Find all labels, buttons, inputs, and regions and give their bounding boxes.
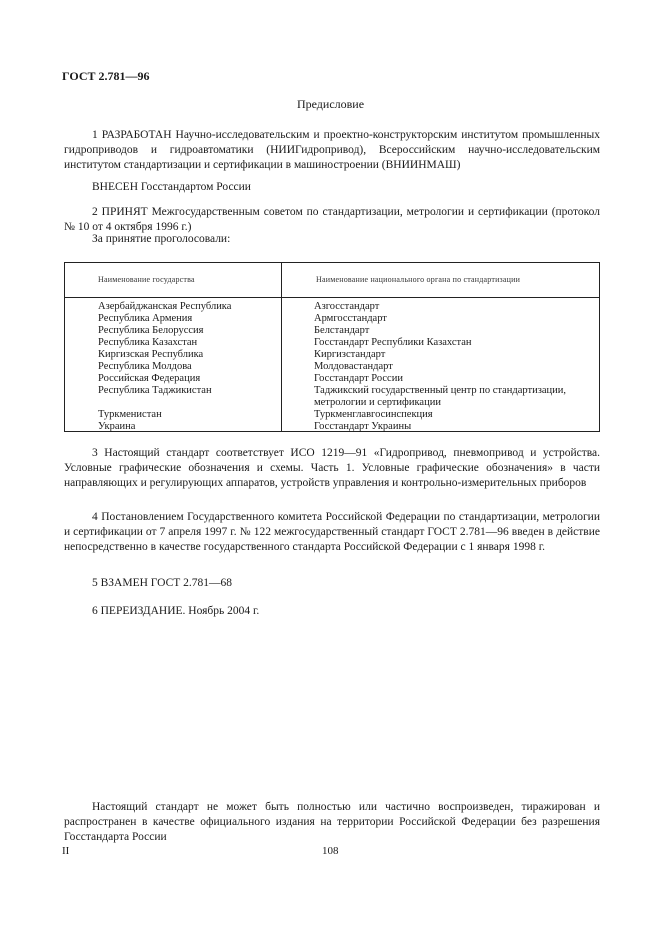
preface-item-5 — [64, 576, 600, 591]
page-number: 108 — [322, 845, 339, 857]
table-cell-state: Республика Казахстан — [98, 337, 198, 348]
preface-item-3 — [64, 446, 600, 491]
table-cell-body: Госстандарт Республики Казахстан — [314, 337, 472, 348]
voted-label-block — [64, 232, 600, 247]
standard-code: ГОСТ 2.781—96 — [62, 69, 150, 83]
table-cell-body: Молдовастандарт — [314, 361, 393, 372]
table-header-state: Наименование государства — [98, 275, 195, 284]
page-roman-numeral: II — [62, 845, 70, 857]
preface-item-4-text: 4 Постановлением Государственного комитета Российской Федерации по стандартизации, метрологии и сертификации от 7 апреля 1997 г. № 122 межгосударственный стандарт ГОСТ 2.781—96 введен в действие непосредственно в качестве государственного стандарта Российской Федерации с 1 января 1998 г. — [64, 511, 600, 553]
table-cell-state: Республика Армения — [98, 313, 193, 324]
preface-introduced — [64, 180, 600, 195]
table-header-body: Наименование национального органа по стандартизации — [316, 275, 521, 284]
preface-item-6 — [64, 604, 600, 619]
table-cell-body: Армгосстандарт — [314, 313, 387, 324]
preface-item-1-text: 1 РАЗРАБОТАН Научно-исследовательским и проектно-конструкторским институтом промышленных гидроприводов и гидроавтоматики (НИИГидропривод), Всероссийским научно-исследовательским институтом стандартизации и сертификации в машиностроении (ВНИИНМАШ) — [64, 129, 600, 171]
table-column-divider — [281, 263, 282, 431]
preface-introduced-text: ВНЕСЕН Госстандартом России — [92, 181, 251, 193]
table-cell-body: Госстандарт Украины — [314, 421, 412, 432]
table-cell-state: Российская Федерация — [98, 373, 201, 384]
table-cell-body: Киргизстандарт — [314, 349, 386, 360]
voting-table — [64, 262, 600, 432]
copyright-notice-text: Настоящий стандарт не может быть полностью или частично воспроизведен, тиражирован и распространен в качестве официального издания на территории Российской Федерации без разрешения Госстандарта России — [64, 801, 600, 843]
table-cell-state: Украина — [98, 421, 136, 432]
preface-item-1 — [64, 128, 600, 173]
table-cell-state: Азербайджанская Республика — [98, 301, 232, 312]
table-cell-state: Республика Таджикистан — [98, 385, 212, 396]
table-cell-state: Туркменистан — [98, 409, 162, 420]
table-cell-state: Республика Белоруссия — [98, 325, 204, 336]
preface-item-2-text: 2 ПРИНЯТ Межгосударственным советом по стандартизации, метрологии и сертификации (протокол № 10 от 4 октября 1996 г.) — [64, 206, 600, 233]
preface-item-4 — [64, 510, 600, 555]
preface-item-5-text: 5 ВЗАМЕН ГОСТ 2.781—68 — [92, 577, 233, 589]
table-cell-body: Госстандарт России — [314, 373, 403, 384]
table-cell-body: Азгосстандарт — [314, 301, 380, 312]
preface-item-6-text: 6 ПЕРЕИЗДАНИЕ. Ноябрь 2004 г. — [92, 605, 260, 617]
table-cell-body: Белстандарт — [314, 325, 370, 336]
preface-item-2 — [64, 205, 600, 235]
copyright-notice — [64, 800, 600, 845]
table-header — [65, 263, 599, 298]
table-cell-body: Туркменглавгосинспекция — [314, 409, 433, 420]
voted-label: За принятие проголосовали: — [92, 233, 231, 245]
preface-title: Предисловие — [296, 97, 365, 111]
preface-item-3-text: 3 Настоящий стандарт соответствует ИСО 1219—91 «Гидропривод, пневмопривод и устройства. Условные графические обозначения и схемы. Часть 1. Условные графические обозначения» в части направляющих и регулирующих аппаратов, устройств управления и контрольно-измерительных приборов — [64, 447, 600, 489]
table-cell-body: Таджикский государственный центр по стандартизации, метрологии и сертификации — [314, 385, 567, 408]
table-cell-state: Республика Молдова — [98, 361, 192, 372]
table-cell-state: Киргизская Республика — [98, 349, 204, 360]
